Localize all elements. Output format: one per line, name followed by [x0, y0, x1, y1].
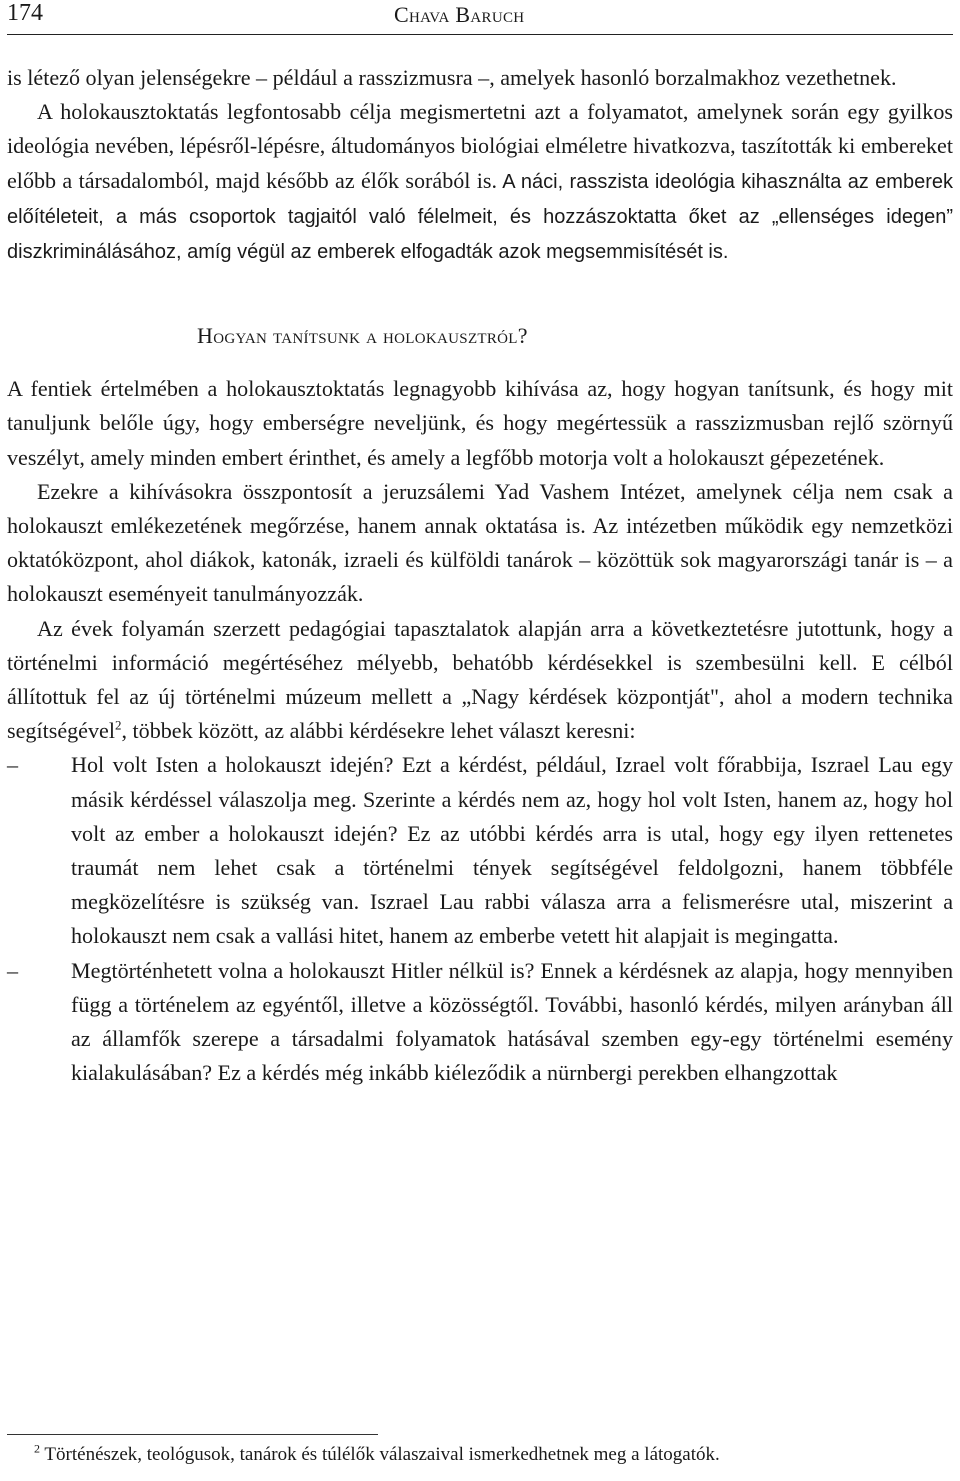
running-head: Chava Baruch	[394, 2, 525, 27]
paragraph-yad-vashem: Ezekre a kihívásokra összpontosít a jeruzsálemi Yad Vashem Intézet, amelynek célja nem csak a holokauszt emlékezetének megőrzése, hanem annak oktatása is. Az intézetben működik egy nemzetközi oktatóközpont, ahol diákok, katonák, izraeli és külföldi tanárok – közöttük sok magyarországi tanár is – a holokauszt eseményeit tanulmányozzák.	[7, 478, 953, 607]
question-text: Hol volt Isten a holokauszt idején? Ezt a kérdést, például, Izrael volt főrabbija, Iszrael Lau egy másik kérdéssel válaszolja meg. Szerinte a kérdés nem az, hogy hol volt Isten, hanem az, hogy hol volt az ember a holokauszt idején? Ez az utóbbi kérdés arra is utal, hogy egy ilyen rettenetes traumát nem lehet csak a történelmi tények segítségével feldolgozni, hanem többféle megközelítésre is szükség van. Iszrael Lau rabbi válasza arra a felismerésre utal, miszerint a holokauszt nem csak a vallási hitet, hanem az emberbe vetett hit alapjait is megingatta.	[71, 752, 953, 949]
footnote	[34, 1443, 934, 1467]
book-page	[7, 0, 953, 1481]
paragraph-aims-part-1: A holokausztoktatás legfontosabb célja megismertetni azt a folyamatot, amelynek során egy gyilkos ideológia nevében, lépésről-lépésre, áltudományos biológiai elméletre hivatkozva, taszították ki embereket előbb a társadalomból, majd később az élők sorából is.	[7, 99, 953, 193]
question-item	[7, 748, 953, 953]
page-number: 174	[7, 0, 43, 26]
page-header	[7, 0, 953, 30]
section-heading: Hogyan tanítsunk a holokausztról?	[197, 323, 528, 349]
footnote-marker: 2	[34, 1441, 40, 1456]
paragraph-big-questions-end: , többek között, az alábbi kérdésekre lehet választ keresni:	[121, 718, 636, 744]
paragraph-continuation: is létező olyan jelenségekre – például a rasszizmusra –, amelyek hasonló borzalmakhoz vezethetnek.	[7, 65, 897, 90]
header-rule	[7, 34, 953, 35]
paragraph-aims	[7, 95, 953, 269]
paragraph-aims-part-2: A náci, rasszista ideológia kihasználta az emberek előítéleteit, a más csoportok tagjaitól való félelmeit, és hozzászoktatta őket az „ellenséges idegen” diszkriminálásához, amíg végül az emberek elfogadták azok megsemmisítését is.	[7, 170, 953, 264]
list-dash: –	[7, 752, 19, 778]
list-dash: –	[7, 957, 19, 983]
page-body	[7, 61, 953, 1090]
footnote-text: Történészek, teológusok, tanárok és túlélők válaszaival ismerkedhetnek meg a látogatók.	[44, 1444, 720, 1465]
paragraph-big-questions-text: Az évek folyamán szerzett pedagógiai tapasztalatok alapján arra a következtetésre jutottunk, hogy a történelmi információ megértéséhez mélyebb, behatóbb kérdésekkel is szembesülni kell. E célból állítottuk fel az új történelmi múzeum mellett a „Nagy kérdések központját", ahol a modern technika segítségével	[7, 615, 953, 744]
paragraph-challenge: A fentiek értelmében a holokausztoktatás legnagyobb kihívása az, hogy hogyan tanítsunk, és hogy mit tanuljunk belőle úgy, hogy emberségre neveljünk, és hogy megértessük a rasszizmusban rejlő szörnyű veszélyt, amely minden embert érinthet, és amely a legfőbb motorja volt a holokauszt gépezetének.	[7, 376, 953, 470]
paragraph-big-questions	[7, 612, 953, 749]
footnote-reference[interactable]: 2	[114, 717, 122, 733]
question-text: Megtörténhetett volna a holokauszt Hitler nélkül is? Ennek a kérdésnek az alapja, hogy mennyiben függ a történelem az egyéntől, illetve a közösségtől. További, hasonló kérdés, milyen arányban áll az államfők szerepe a társadalmi folyamatok hatásával szemben egy-egy történelmi esemény kialakulásában? Ez a kérdés még inkább kiéleződik a nürnbergi perekben elhangzottak	[71, 957, 953, 1086]
footnote-rule	[7, 1434, 378, 1435]
question-item	[7, 954, 953, 1091]
